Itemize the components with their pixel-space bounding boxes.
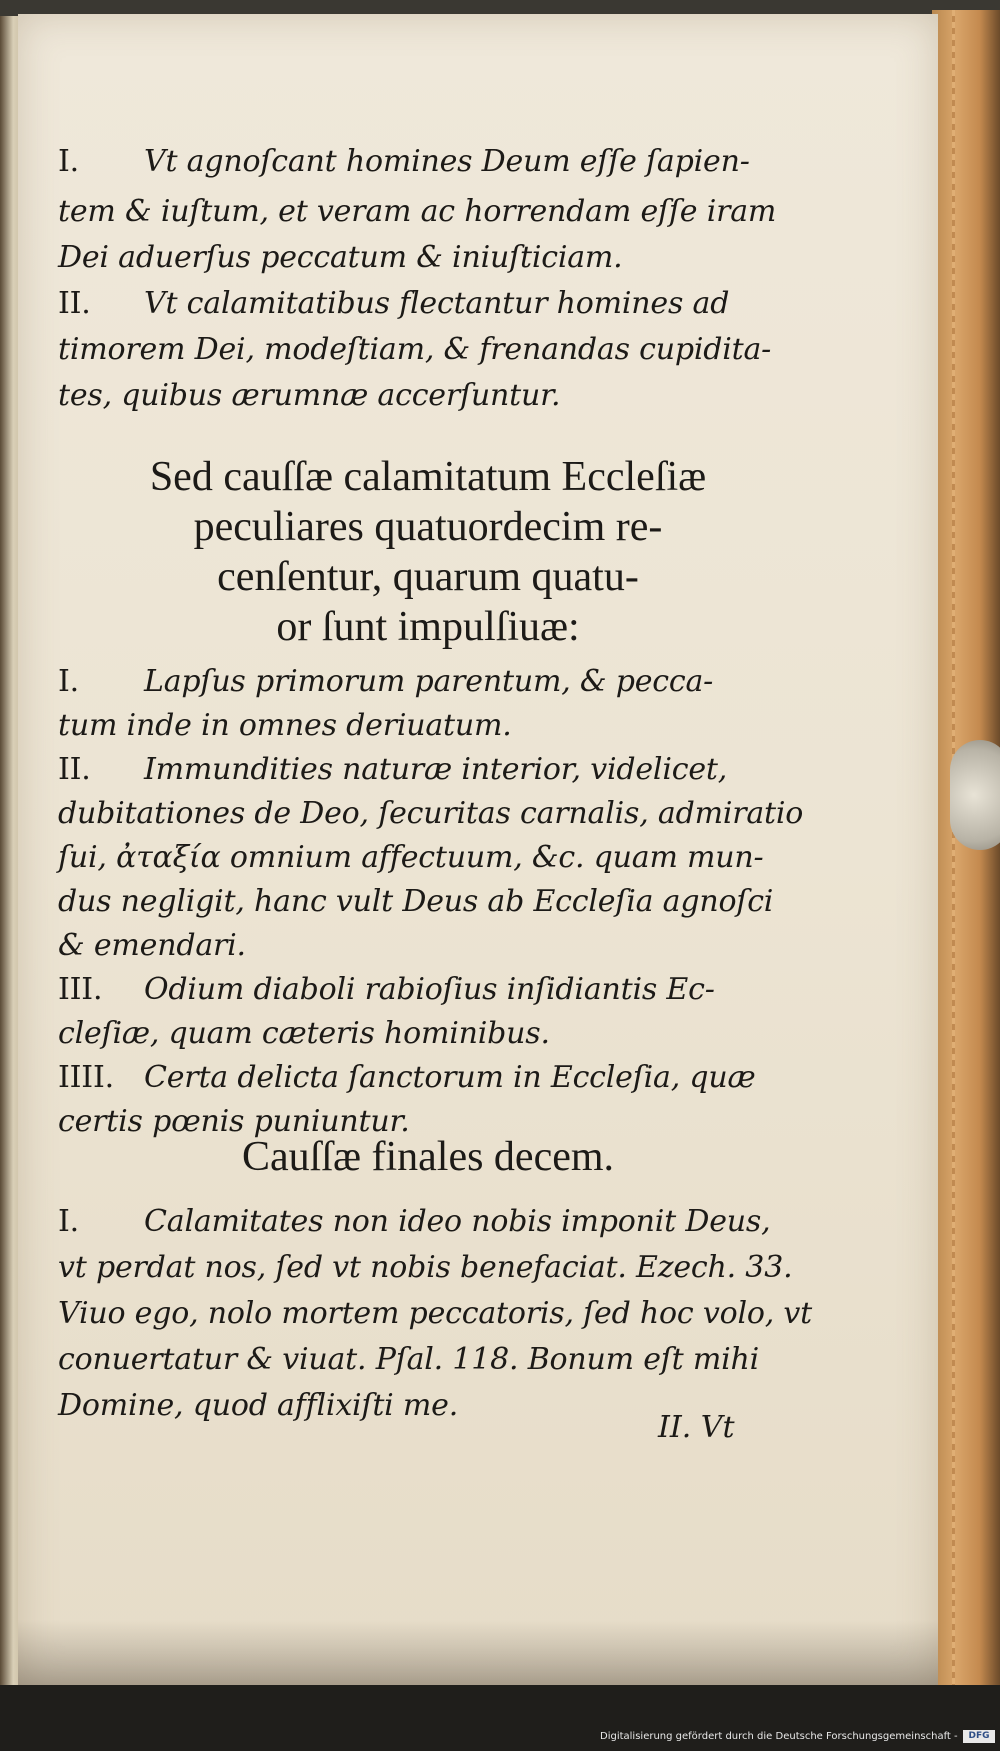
text-line: conuertatur & viuat. Pſal. 118. Bonum eſt mihi [58,1342,760,1377]
text-line: & emendari. [58,928,246,963]
text-line: I. Vt agnoſcant homines Deum eſſe ſapien- [58,144,750,179]
text-line: dubitationes de Deo, ſecuritas carnalis, admiratio [58,796,804,831]
text-line: Domine, quod afflixiſti me. [58,1388,459,1423]
text-line: II. Immundities naturæ interior, videlicet, [58,752,728,787]
text-line: vt perdat nos, ſed vt nobis benefaciat. Ezech. 33. [58,1250,793,1285]
text-line: tum inde in omnes deriuatum. [58,708,512,743]
dfg-logo: DFG [963,1730,995,1743]
page-shadow [18,1620,938,1690]
text-line: dus negligit, hanc vult Deus ab Eccleſia agnoſci [58,884,774,919]
text-line: I. Lapſus primorum parentum, & pecca- [58,664,714,699]
text-line: Dei aduerſus peccatum & iniuſticiam. [58,240,623,275]
text-line: cleſiæ, quam cæteris hominibus. [58,1016,550,1051]
text-line: certis pœnis puniuntur. [58,1104,410,1139]
text-line: tem & iuſtum, et veram ac horrendam eſſe iram [58,194,777,229]
text-line: IIII. Certa delicta ſanctorum in Eccleſia, quæ [58,1060,756,1095]
text-line: II. Vt calamitatibus flectantur homines ad [58,286,730,321]
text-line: timorem Dei, modeſtiam, & frenandas cupidita- [58,332,772,367]
catchword: II. Vt [658,1410,735,1445]
book-page-edges [932,10,1000,1690]
book-clasp-icon [950,740,1000,850]
section-heading: cenſentur, quarum quatu- [217,554,639,600]
text-line: III. Odium diaboli rabioſius inſidiantis Ec- [58,972,715,1007]
section-heading: Cauſſæ finales decem. [241,1134,615,1180]
text-line: ſui, ἀταξία omnium affectuum, &c. quam mun- [58,840,764,875]
text-line: tes, quibus ærumnæ accerſuntur. [58,378,561,413]
digitization-credit: Digitalisierung gefördert durch die Deutsche Forschungsgemeinschaft - [600,1731,958,1742]
section-heading: or ſunt impulſiuæ: [276,604,580,650]
text-line: Viuo ego, nolo mortem peccatoris, ſed hoc volo, vt [58,1296,812,1331]
section-heading: Sed cauſſæ calamitatum Eccleſiæ [149,454,707,500]
text-line: I. Calamitates non ideo nobis imponit Deus, [58,1204,771,1239]
section-heading: peculiares quatuordecim re- [193,504,663,550]
book-page [18,14,938,1690]
